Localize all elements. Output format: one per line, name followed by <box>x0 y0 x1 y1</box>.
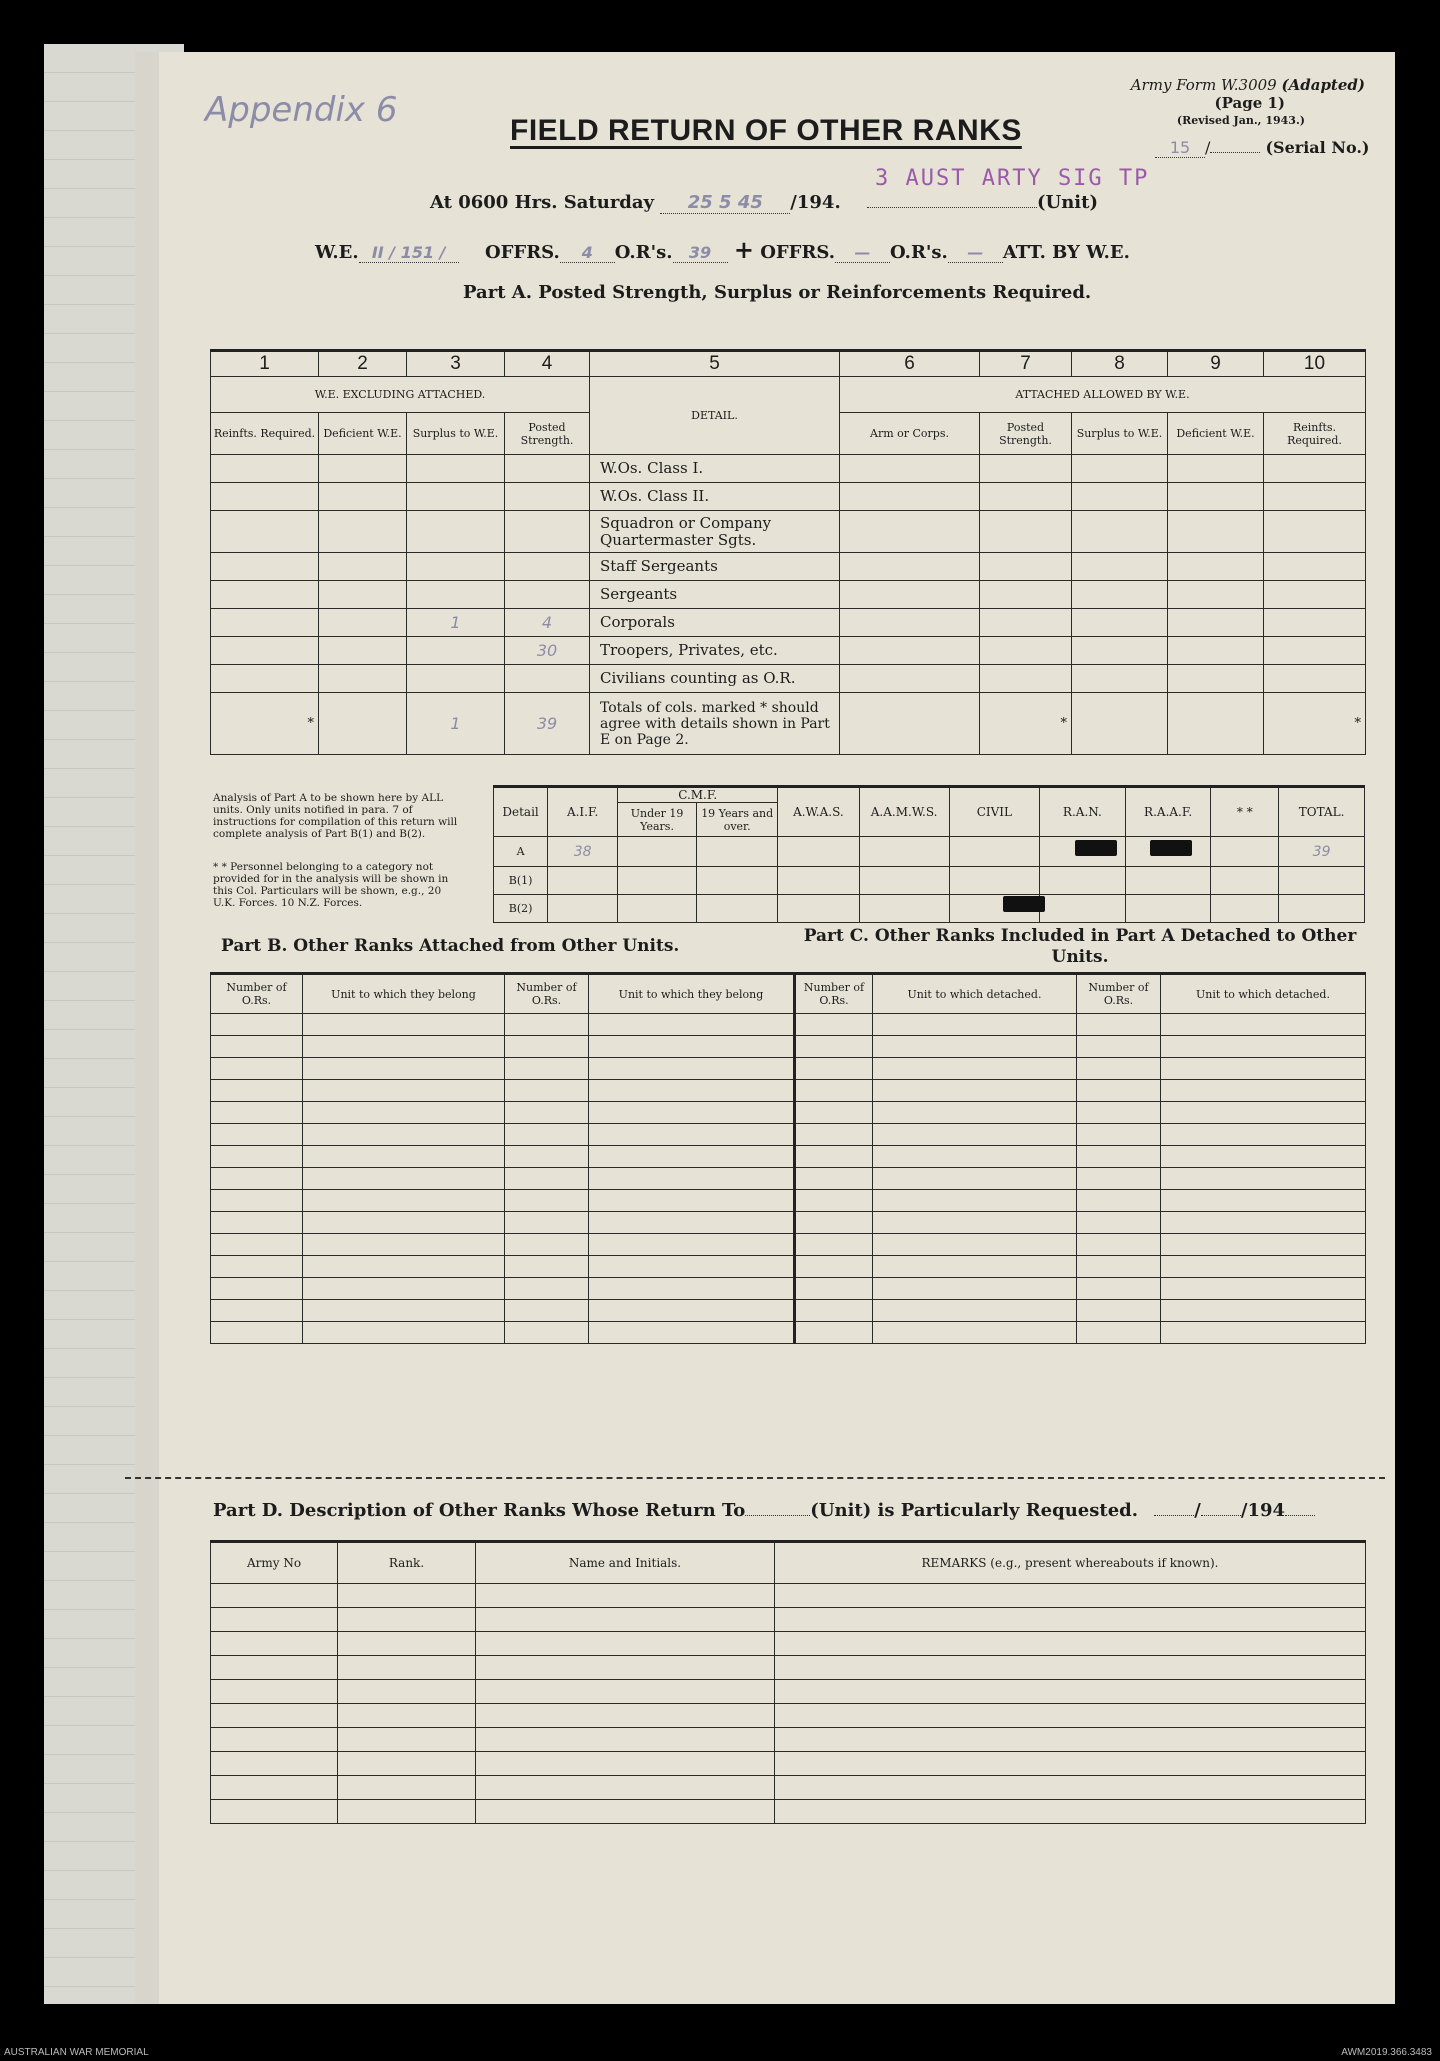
table-row <box>211 553 1366 581</box>
table-row <box>211 1584 1366 1608</box>
reinfts-required-header: Reinfts. Required. <box>211 413 319 455</box>
col-number: 7 <box>980 351 1072 377</box>
table-row <box>211 1656 1366 1680</box>
part-c-unit-header: Unit to which detached. <box>1161 974 1366 1014</box>
unit-stamp: 3 AUST ARTY SIG TP <box>875 166 1150 191</box>
part-c-unit-header: Unit to which detached. <box>873 974 1077 1014</box>
analysis-row-label: A <box>494 837 548 867</box>
we-label: W.E. <box>315 242 359 263</box>
att-reinfts-header: Reinfts. Required. <box>1264 413 1366 455</box>
surplus-we-header: Surplus to W.E. <box>407 413 505 455</box>
table-row <box>211 609 1366 637</box>
table-row <box>211 1776 1366 1800</box>
star-marker: * <box>211 693 319 755</box>
return-date-line: At 0600 Hrs. Saturday 25 5 45 /194. (Unit) <box>430 192 1098 213</box>
form-revised: (Revised Jan., 1943.) <box>1176 114 1305 127</box>
civil-header: CIVIL <box>949 787 1039 837</box>
army-no-header: Army No <box>211 1542 338 1584</box>
return-year: /194 <box>790 192 835 213</box>
att-deficient-header: Deficient W.E. <box>1168 413 1264 455</box>
part-d-title: Part D. Description of Other Ranks Whose Return To <box>213 1500 746 1521</box>
table-row <box>211 1704 1366 1728</box>
table-row <box>211 1800 1366 1824</box>
ran-header: R.A.N. <box>1040 787 1126 837</box>
we-value: II / 151 / <box>359 243 459 263</box>
analysis-table <box>493 785 1365 923</box>
detail-label: W.Os. Class I. <box>590 455 840 483</box>
cmf-19-over-header: 19 Years and over. <box>697 803 778 837</box>
part-b-unit-header: Unit to which they belong <box>303 974 505 1014</box>
table-row <box>211 581 1366 609</box>
table-row <box>211 1058 1366 1080</box>
part-d-unit-text: (Unit) is Particularly Requested. <box>810 1500 1139 1521</box>
table-row <box>211 1014 1366 1036</box>
att-posted-strength-header: Posted Strength. <box>980 413 1072 455</box>
part-d-year: /194 <box>1240 1500 1286 1521</box>
star-marker: * <box>1264 693 1366 755</box>
table-row <box>211 1680 1366 1704</box>
totals-surplus: 1 <box>407 693 505 755</box>
part-c-number-header: Number of O.Rs. <box>1077 974 1161 1014</box>
cmf-under-19-header: Under 19 Years. <box>618 803 697 837</box>
form-title: FIELD RETURN OF OTHER RANKS <box>510 114 1022 147</box>
part-d-title-line: Part D. Description of Other Ranks Whose Return To (Unit) is Particularly Requested. / /194 <box>213 1500 1315 1521</box>
part-b-number-header: Number of O.Rs. <box>211 974 303 1014</box>
table-row <box>211 1256 1366 1278</box>
analysis-row-b1 <box>494 867 1365 895</box>
analysis-row-b2 <box>494 895 1365 923</box>
table-row <box>211 483 1366 511</box>
aif-header: A.I.F. <box>548 787 618 837</box>
table-row <box>211 1124 1366 1146</box>
part-d-rows <box>211 1584 1366 1824</box>
plus-sign: + <box>733 235 754 264</box>
table-row <box>211 1146 1366 1168</box>
footer-archive-name: AUSTRALIAN WAR MEMORIAL <box>4 2047 149 2058</box>
table-row <box>211 1300 1366 1322</box>
detail-label: Civilians counting as O.R. <box>590 665 840 693</box>
part-b-number-header: Number of O.Rs. <box>505 974 589 1014</box>
star-marker: * <box>980 693 1072 755</box>
part-a-column-numbers <box>211 351 1366 377</box>
ors-label-1: O.R's. <box>614 242 673 263</box>
detail-label: W.Os. Class II. <box>590 483 840 511</box>
form-adapted: (Adapted) <box>1281 76 1365 94</box>
total-value: 39 <box>1279 837 1365 867</box>
table-row <box>211 1102 1366 1124</box>
redaction-mark <box>1150 840 1192 856</box>
tear-line <box>125 1477 1385 1479</box>
col-number: 9 <box>1168 351 1264 377</box>
att-surplus-header: Surplus to W.E. <box>1072 413 1168 455</box>
return-date-value <box>660 192 790 214</box>
form-name: Army Form W.3009 <box>1130 76 1277 94</box>
analysis-note: Analysis of Part A to be shown here by ALL units. Only units notified in para. 7 of instructions for compilation of this return will complete analysis of Part B(1) and B(2). <box>213 792 458 840</box>
att-by-we: ATT. BY W.E. <box>1002 242 1130 263</box>
table-row <box>211 1752 1366 1776</box>
we-line <box>315 235 1130 264</box>
table-row <box>211 665 1366 693</box>
col-number: 8 <box>1072 351 1168 377</box>
serial-value: 15 <box>1155 138 1205 158</box>
remarks-header: REMARKS (e.g., present whereabouts if known). <box>775 1542 1366 1584</box>
aif-value: 38 <box>548 837 618 867</box>
page-edge <box>135 52 159 2004</box>
table-row <box>211 455 1366 483</box>
table-row <box>211 1036 1366 1058</box>
cmf-header: C.M.F. <box>618 787 778 803</box>
col-number: 10 <box>1264 351 1366 377</box>
redaction-mark <box>1075 840 1117 856</box>
part-a-table <box>210 349 1366 755</box>
ors-label-2: O.R's. <box>890 242 948 263</box>
table-row <box>211 1190 1366 1212</box>
awas-header: A.W.A.S. <box>778 787 859 837</box>
table-row <box>211 1608 1366 1632</box>
table-row <box>211 1632 1366 1656</box>
totals-detail: Totals of cols. marked * should agree with details shown in Part E on Page 2. <box>590 693 840 755</box>
part-b-unit-header: Unit to which they belong <box>589 974 795 1014</box>
detail-label: Squadron or Company Quartermaster Sgts. <box>590 511 840 553</box>
part-b-c-rows <box>211 1014 1366 1344</box>
offrs-label-2: OFFRS. <box>760 242 836 263</box>
part-b-title: Part B. Other Ranks Attached from Other Units. <box>221 936 680 956</box>
date-handwriting: 25 5 45 <box>687 192 763 213</box>
part-b-c-table <box>210 972 1366 1344</box>
table-row <box>211 1278 1366 1300</box>
detail-label: Staff Sergeants <box>590 553 840 581</box>
analysis-footnote: * * Personnel belonging to a category not provided for in the analysis will be shown in this Col. Particulars will be shown, e.g., 20 U.K. Forces. 10 N.Z. Forces. <box>213 861 449 909</box>
total-header: TOTAL. <box>1279 787 1365 837</box>
part-c-title: Part C. Other Ranks Included in Part A Detached to Other Units. <box>803 926 1357 967</box>
detail-label: Troopers, Privates, etc. <box>590 637 840 665</box>
posted-value: 30 <box>505 637 590 665</box>
serial-label: (Serial No.) <box>1265 138 1370 157</box>
serial-number-line: 15 / (Serial No.) <box>1155 138 1369 158</box>
col-number: 2 <box>319 351 407 377</box>
unit-label: (Unit) <box>1037 192 1098 213</box>
analysis-row-label: B(2) <box>494 895 548 923</box>
aamws-header: A.A.M.W.S. <box>859 787 949 837</box>
ors-value-1: 39 <box>673 243 728 263</box>
col-number: 6 <box>840 351 980 377</box>
table-row <box>211 1234 1366 1256</box>
table-row <box>211 637 1366 665</box>
analysis-row-label: B(1) <box>494 867 548 895</box>
name-initials-header: Name and Initials. <box>476 1542 775 1584</box>
totals-row <box>211 693 1366 755</box>
analysis-row-a <box>494 837 1365 867</box>
ors-value-2: — <box>948 243 1003 263</box>
detail-header: DETAIL. <box>590 377 840 455</box>
analysis-detail-header: Detail <box>494 787 548 837</box>
redaction-mark <box>1003 896 1045 912</box>
we-excluding-attached-header: W.E. EXCLUDING ATTACHED. <box>211 377 590 413</box>
form-number-block <box>1085 76 1365 130</box>
posted-value: 4 <box>505 609 590 637</box>
col-number: 3 <box>407 351 505 377</box>
arm-corps-header: Arm or Corps. <box>840 413 980 455</box>
raaf-header: R.A.A.F. <box>1125 787 1211 837</box>
table-row <box>211 511 1366 553</box>
deficient-we-header: Deficient W.E. <box>319 413 407 455</box>
detail-label: Sergeants <box>590 581 840 609</box>
table-row <box>211 1728 1366 1752</box>
surplus-value: 1 <box>407 609 505 637</box>
return-time-label: At 0600 Hrs. Saturday <box>430 192 655 213</box>
other-category-header: * * <box>1211 787 1279 837</box>
offrs-value-1: 4 <box>560 243 615 263</box>
handwritten-appendix-note: Appendix 6 <box>205 90 398 130</box>
table-row <box>211 1212 1366 1234</box>
col-number: 4 <box>505 351 590 377</box>
form-page <box>155 52 1395 2004</box>
part-a-title: Part A. Posted Strength, Surplus or Reinforcements Required. <box>463 282 1092 303</box>
attached-allowed-header: ATTACHED ALLOWED BY W.E. <box>840 377 1366 413</box>
table-row <box>211 1322 1366 1344</box>
rank-header: Rank. <box>338 1542 476 1584</box>
table-row <box>211 1168 1366 1190</box>
posted-strength-header: Posted Strength. <box>505 413 590 455</box>
table-row <box>211 1080 1366 1102</box>
part-c-number-header: Number of O.Rs. <box>795 974 873 1014</box>
part-d-table <box>210 1540 1366 1824</box>
detail-label: Corporals <box>590 609 840 637</box>
col-number: 5 <box>590 351 840 377</box>
col-number: 1 <box>211 351 319 377</box>
offrs-value-2: — <box>835 243 890 263</box>
offrs-label-1: OFFRS. <box>484 242 560 263</box>
footer-reference: AWM2019.366.3483 <box>1341 2047 1432 2058</box>
totals-posted: 39 <box>505 693 590 755</box>
form-page-number: (Page 1) <box>1214 94 1285 112</box>
